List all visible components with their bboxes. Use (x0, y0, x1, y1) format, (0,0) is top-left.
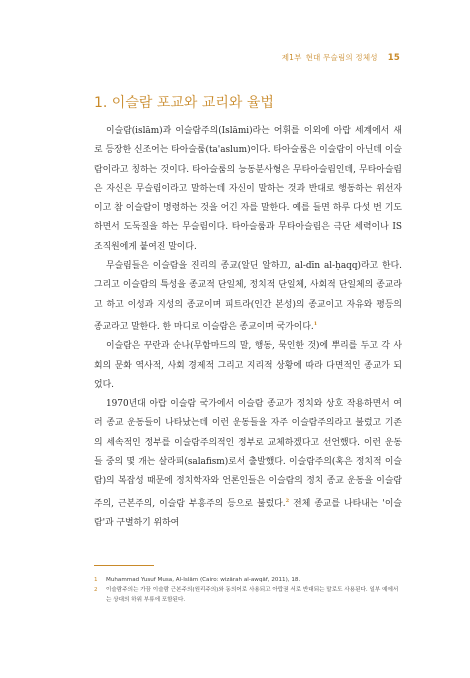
running-head-title: 현대 무슬림의 정체성 (305, 53, 378, 62)
running-head-part: 제1부 (281, 53, 302, 62)
footnote-divider (94, 565, 154, 566)
running-head (282, 52, 400, 63)
body-text (94, 122, 402, 533)
footnote-text: Muhammad Yusuf Musa, Al-Islām (Cairo: wizārah al-awqāf, 2011), 18. (106, 577, 301, 583)
paragraph-text: 이슬람은 꾸란과 순나(무함마드의 말, 행동, 묵인한 것)에 뿌리를 두고 각 사회의 문화 역사적, 사회 경제적 그리고 지리적 상황에 따라 다면적인 종교가 되었다. (94, 341, 402, 390)
paragraph-text: 무슬림들은 이슬람을 진리의 종교(알딘 알하끄, al-dīn al-ḥaqq)라고 한다. 그리고 이슬람의 특성을 종교적 단일체, 정치적 단일체, 사회적 단일체의 종교라고 하고 이성과 지성의 종교이며 피트라(인간 본성)의 종교이고 자유와 평등의 종교라고 말한다. 한 마디로 이슬람은 종교이며 국가이다. (94, 261, 402, 332)
paragraph-text-continued: 전체 종교를 나타내는 '이슬람'과 구별하기 위하여 (94, 498, 403, 528)
page-number: 15 (387, 52, 400, 63)
footnotes (94, 575, 402, 606)
footnote-number: 2 (94, 587, 98, 594)
footnote-text: 이슬람주의는 가끔 이슬람 근본주의(원리주의)와 동의어로 사용되고 아랍권 서로 반대되는 말로도 사용된다. 일부 예에서는 상대의 하위 부류에 포함된다. (106, 587, 399, 604)
footnote-2 (94, 585, 402, 605)
paragraph-4 (94, 395, 402, 533)
paragraph-2 (94, 257, 402, 337)
section-title: 1. 이슬람 포교와 교리와 율법 (94, 95, 274, 111)
paragraph-1 (94, 122, 402, 257)
paragraph-text: 1970년대 아랍 이슬람 국가에서 이슬람 종교가 정치와 상호 작용하면서 여러 종교 운동들이 나타났는데 이런 운동들을 자주 이슬람주의라고 불렀고 기존의 세속적인 정부를 이슬람주의적인 정부로 교체하겠다고 선언했다. 이런 운동들 중의 몇 개는 살라피(salafism)로서 출발했다. 이슬람주의(혹은 정치적 이슬람)의 복잡성 때문에 정치학자와 언론인들은 이슬람의 정치 종교 운동을 이슬람주의, 근본주의, 이슬람 부흥주의 등으로 불렀다. (94, 399, 402, 509)
footnote-ref-1[interactable]: 1 (313, 320, 318, 327)
footnote-number: 1 (94, 577, 98, 583)
paragraph-text: 이슬람(islām)과 이슬람주의(Islāmi)라는 어휘를 이외에 아랍 세계에서 새로 등장한 신조어는 타아슬룸(ta'aslum)이다. 타아슬룸은 이슬람이 아닌데 이슬람이라고 칭하는 것이다. 타아슬룸의 능동분사형은 무타아슬림인데, 무타아슬림은 자신은 무슬림이라고 말하는데 자신이 말하는 것과 반대로 행동하는 위선자이고 참 이슬람이 명령하는 것을 어긴 자를 말한다. 예를 들면 하루 다섯 번 기도하면서 도둑질을 하는 무슬림이다. 타아슬룸과 무타아슬림은 극단 세력이나 IS 조직원에게 붙여진 말이다. (94, 126, 402, 252)
footnote-1 (94, 575, 402, 585)
paragraph-3 (94, 337, 402, 395)
footnote-ref-2[interactable]: 2 (285, 497, 290, 504)
